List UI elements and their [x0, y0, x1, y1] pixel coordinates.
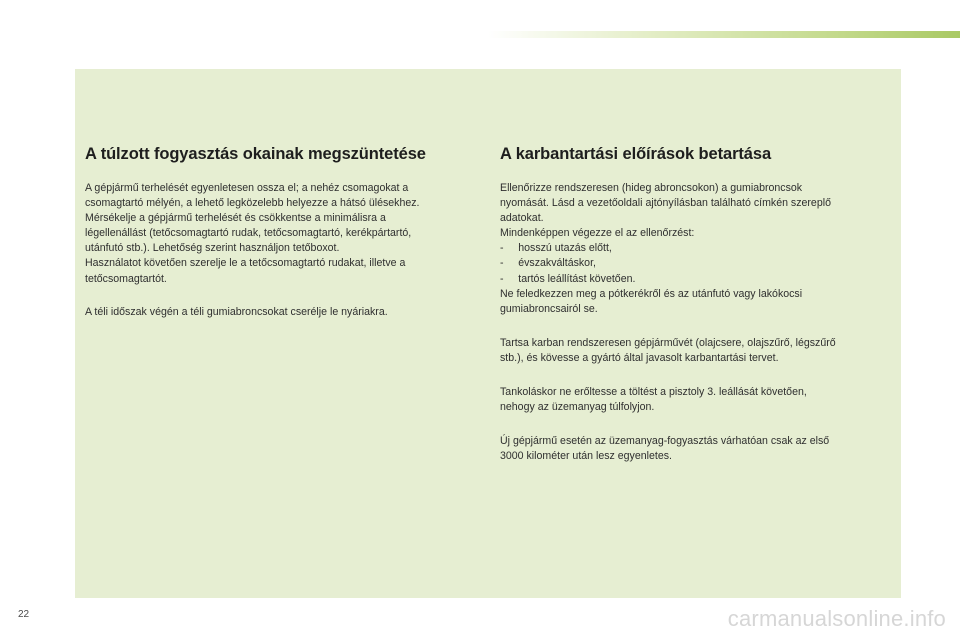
list-item: - hosszú utazás előtt, [500, 242, 612, 255]
right-paragraph-1 [500, 181, 895, 317]
text-line: csomagtartó mélyén, a lehető legközelebb helyezze a hátsó ülésekhez. [85, 197, 420, 210]
text-line: 3000 kilométer után lesz egyenletes. [500, 450, 672, 463]
list-item: - tartós leállítást követően. [500, 272, 636, 285]
text-line: Mérsékelje a gépjármű terhelését és csökkentse a minimálisra a [85, 212, 386, 225]
text-line: Használatot követően szerelje le a tetőcsomagtartó rudakat, illetve a [85, 257, 406, 270]
text-line: stb.), és kövesse a gyártó által javasolt karbantartási tervet. [500, 351, 779, 364]
left-column [85, 145, 480, 338]
content-panel [75, 69, 901, 598]
text-line: Ellenőrizze rendszeresen (hideg abroncsokon) a gumiabroncsok [500, 182, 803, 194]
left-paragraph-2 [85, 305, 480, 320]
text-line: A téli időszak végén a téli gumiabroncsokat cserélje le nyáriakra. [85, 305, 388, 318]
text-line: légellenállást (tetőcsomagtartó rudak, tetőcsomagtartó, kerékpártartó, [85, 227, 412, 240]
right-paragraph-4 [500, 434, 895, 464]
text-line: tetőcsomagtartót. [85, 272, 167, 285]
text-line: Mindenképpen végezze el az ellenőrzést: [500, 227, 695, 240]
text-line: adatokat. [500, 212, 544, 225]
text-line: gumiabroncsairól se. [500, 302, 598, 315]
watermark: carmanualsonline.info [727, 606, 946, 631]
right-paragraph-3 [500, 385, 895, 415]
page-number: 22 [18, 609, 30, 620]
header-decor-bar [488, 31, 960, 38]
right-section-title: A karbantartási előírások betartása [500, 145, 772, 163]
text-line: nehogy az üzemanyag túlfolyjon. [500, 401, 655, 414]
text-line: Tankoláskor ne erőltesse a töltést a pisztoly 3. leállását követően, [500, 386, 807, 399]
right-column [500, 145, 895, 483]
text-line: utánfutó stb.). Lehetőség szerint használjon tetőboxot. [85, 242, 340, 255]
list-item: - évszakváltáskor, [500, 257, 596, 270]
right-paragraph-2 [500, 336, 895, 366]
left-section-title: A túlzott fogyasztás okainak megszüntetése [85, 145, 426, 163]
text-line: Tartsa karban rendszeresen gépjárművét (olajcsere, olajszűrő, légszűrő [500, 336, 836, 349]
left-paragraph-1 [85, 181, 480, 287]
text-line: Új gépjármű esetén az üzemanyag-fogyasztás várhatóan csak az első [500, 435, 830, 448]
text-line: Ne feledkezzen meg a pótkerékről és az utánfutó vagy lakókocsi [500, 287, 803, 300]
text-line: nyomását. Lásd a vezetőoldali ajtónyílásban található címkén szereplő [500, 197, 831, 210]
text-line: A gépjármű terhelését egyenletesen ossza el; a nehéz csomagokat a [85, 182, 409, 194]
